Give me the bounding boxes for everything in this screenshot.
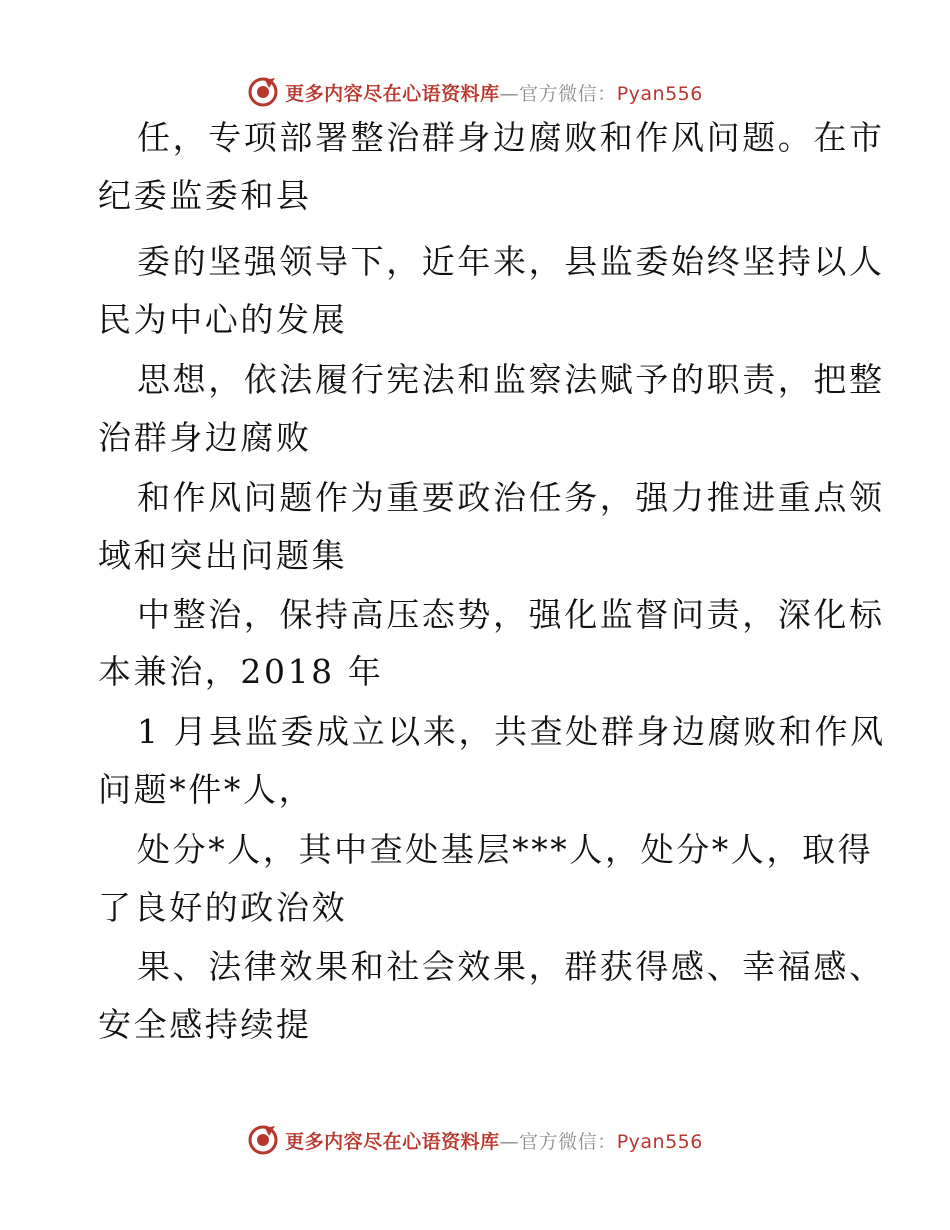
paragraph-line: 中整治，保持高压态势，强化监督问责，深化标 xyxy=(137,595,885,634)
paragraph-line: 和作风问题作为重要政治任务，强力推进重点领 xyxy=(137,478,885,517)
separator: — xyxy=(499,1130,520,1153)
footer-watermark-text xyxy=(285,1127,703,1154)
paragraph-line: 安全感持续提 xyxy=(98,1005,312,1044)
site-name: 更多内容尽在心语资料库 xyxy=(285,1130,500,1153)
account-id: Pyan556 xyxy=(616,82,703,105)
account-id: Pyan556 xyxy=(616,1130,703,1153)
paragraph-line: 处分*人，其中查处基层***人，处分*人，取得 xyxy=(137,830,874,869)
paragraph-line: 纪委监委和县 xyxy=(98,176,312,215)
header-watermark-text xyxy=(285,79,703,106)
paragraph-line: 域和突出问题集 xyxy=(98,536,348,575)
paragraph-line: 了良好的政治效 xyxy=(98,888,348,927)
separator: — xyxy=(499,82,520,105)
account-label: 官方微信： xyxy=(519,1130,617,1153)
paragraph-line: 本兼治，2018 年 xyxy=(98,652,384,691)
paragraph-line: 思想，依法履行宪法和监察法赋予的职责，把整 xyxy=(137,360,885,399)
account-label: 官方微信： xyxy=(519,82,617,105)
paragraph-line: 果、法律效果和社会效果，群获得感、幸福感、 xyxy=(137,947,885,986)
paragraph-line: 治群身边腐败 xyxy=(98,418,312,457)
paragraph-line: 任，专项部署整治群身边腐败和作风问题。在市 xyxy=(137,118,885,157)
paragraph-line: 委的坚强领导下，近年来，县监委始终坚持以人 xyxy=(137,242,885,281)
site-name: 更多内容尽在心语资料库 xyxy=(285,82,500,105)
paragraph-line: 问题*件*人， xyxy=(98,770,315,809)
brand-logo-icon xyxy=(247,1124,279,1156)
header-watermark xyxy=(0,72,950,112)
footer-watermark xyxy=(0,1120,950,1160)
paragraph-line: 民为中心的发展 xyxy=(98,300,348,339)
brand-logo-icon xyxy=(247,76,279,108)
paragraph-line: 1 月县监委成立以来，共查处群身边腐败和作风 xyxy=(137,712,886,751)
